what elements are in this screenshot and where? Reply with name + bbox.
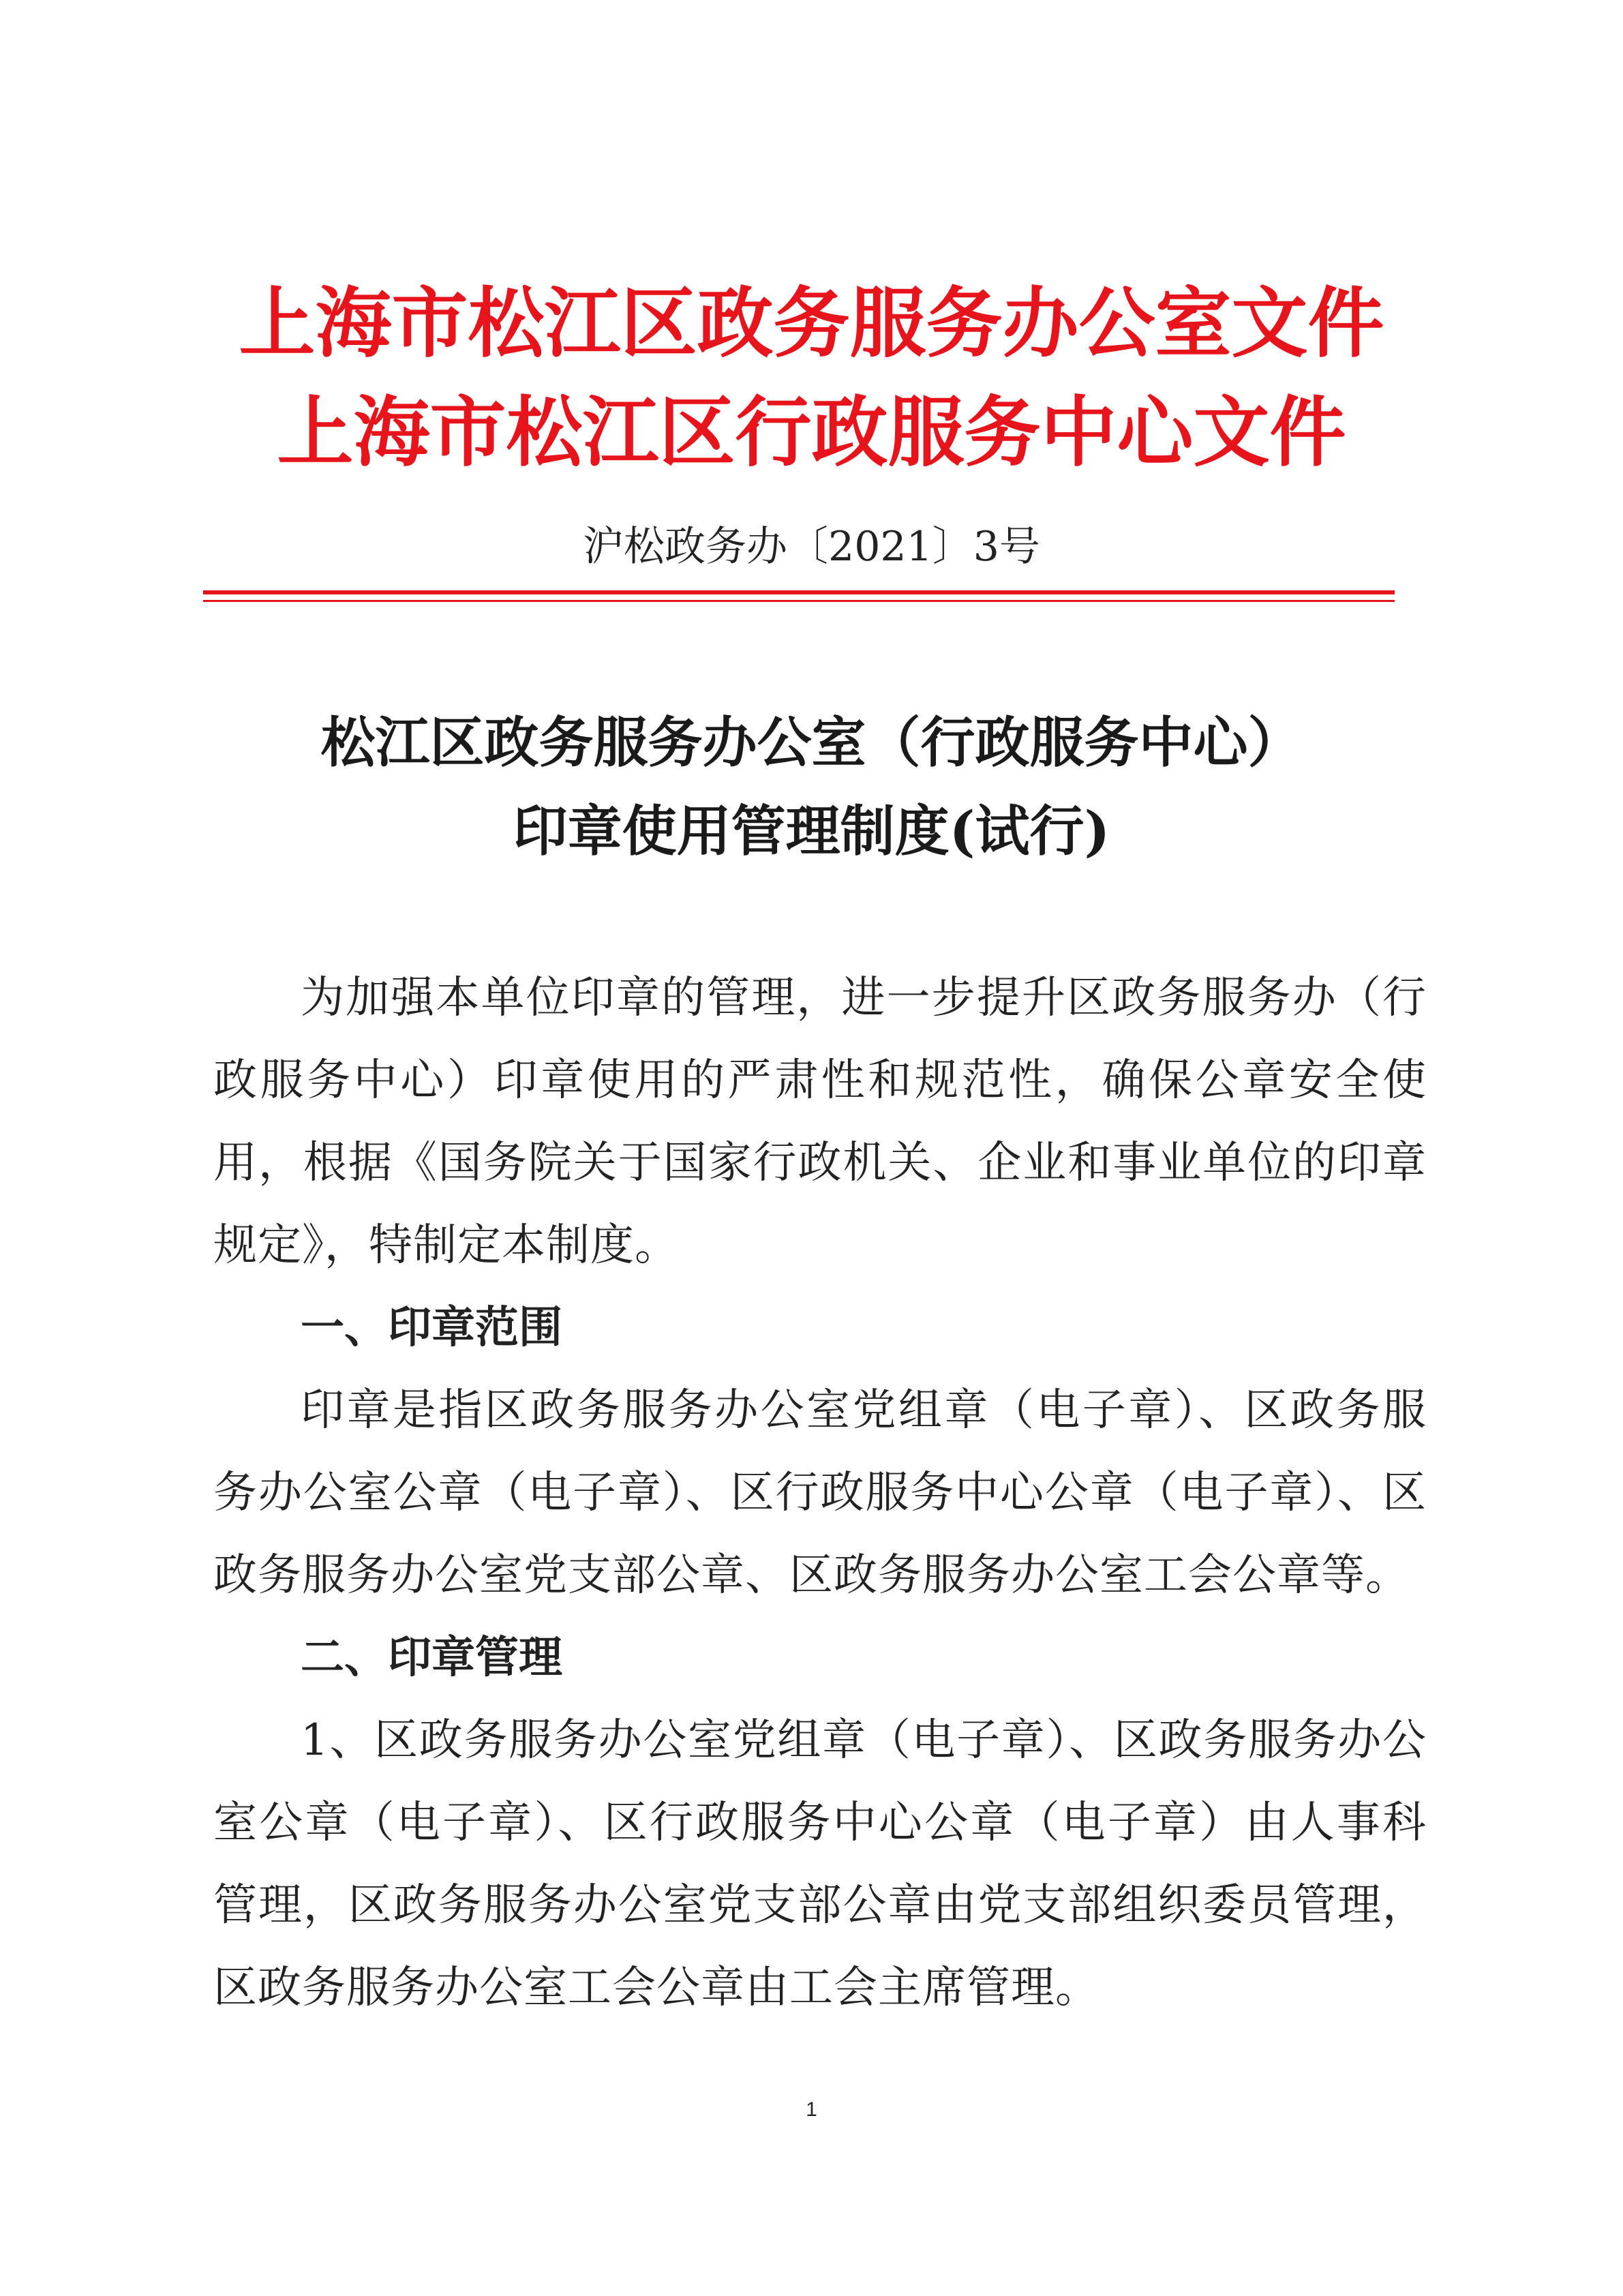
- section-heading-management: 二、印章管理: [301, 1633, 562, 1683]
- red-separator-thin: [203, 600, 1395, 602]
- document-number: 沪松政务办〔2021〕3号: [583, 523, 1040, 571]
- document-body: [213, 957, 1427, 2029]
- page-number: 1: [806, 2098, 817, 2121]
- document-title-line-1: 松江区政务服务办公室（行政服务中心）: [320, 710, 1303, 774]
- red-separator-thick: [203, 590, 1395, 594]
- intro-paragraph: 为加强本单位印章的管理，进一步提升区政务服务办（行政服务中心）印章使用的严肃性和规范性，确保公章安全使用，根据《国务院关于国家行政机关、企业和事业单位的印章规定》，特制定本制度。: [213, 973, 1427, 1271]
- section-heading-scope: 一、印章范围: [301, 1303, 562, 1353]
- issuer-header-line-2: 上海市松江区行政服务中心文件: [277, 388, 1346, 477]
- document-title-line-2: 印章使用管理制度(试行): [513, 799, 1110, 863]
- issuer-header-line-1: 上海市松江区政务服务办公室文件: [239, 279, 1384, 368]
- section-management-item-1: 1、区政务服务办公室党组章（电子章）、区政务服务办公室公章（电子章）、区行政服务中心公章（电子章）由人事科管理，区政务服务办公室党支部公章由党支部组织委员管理，区政务服务办公室工会公章由工会主席管理。: [213, 1715, 1427, 2013]
- section-scope-paragraph: 印章是指区政务服务办公室党组章（电子章）、区政务服务办公室公章（电子章）、区行政服务中心公章（电子章）、区政务服务办公室党支部公章、区政务服务办公室工会公章等。: [213, 1385, 1427, 1601]
